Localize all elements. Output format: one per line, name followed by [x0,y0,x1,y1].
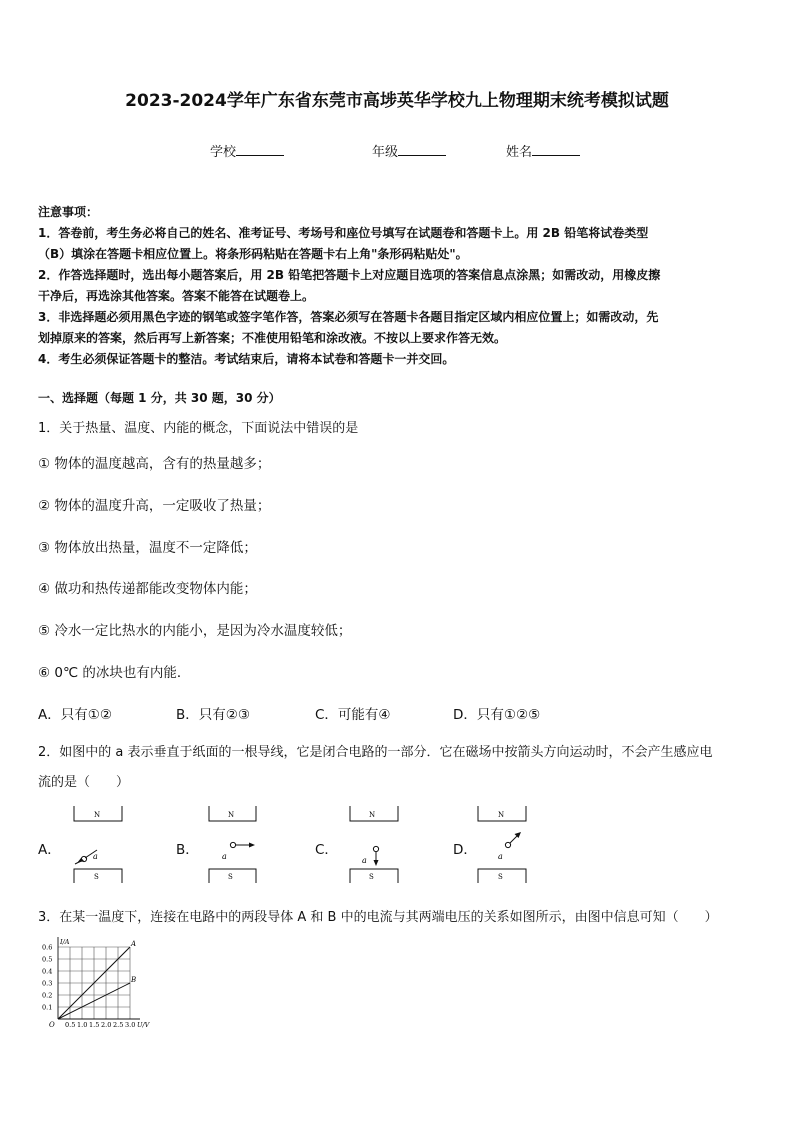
y-tick-label: 0.1 [42,1003,53,1012]
q1-option-c[interactable]: C．可能有④ [315,707,391,723]
section-heading: 一、选择题（每题 1 分，共 30 题，30 分） [38,391,281,405]
name-field [506,141,580,160]
q1-option-d[interactable]: D．只有①②⑤ [453,707,541,723]
wire-label: a [498,852,503,861]
q2-figure-b [200,803,270,885]
q2-option-d-label[interactable]: D． [453,842,477,858]
q1-statement: ④ 做功和热传递都能改变物体内能； [38,581,257,597]
x-axis-label: U/V [137,1021,150,1029]
y-tick-label: 0.6 [42,943,53,952]
q1-option-b[interactable]: B．只有②③ [176,707,250,723]
wire-dot [505,842,510,847]
q2-stem-line1: 2．如图中的 a 表示垂直于纸面的一根导线，它是闭合电路的一部分．它在磁场中按箭头方向运动时，不会产生感应电 [38,745,713,760]
q1-statement: ③ 物体放出热量，温度不一定降低； [38,540,257,556]
x-tick-label: 2.5 [113,1021,124,1029]
notice-heading: 注意事项： [38,205,99,219]
magnet-n-label: N [228,811,235,819]
q2-option-b-label[interactable]: B． [176,842,199,858]
q1-statement: ① 物体的温度越高，含有的热量越多； [38,456,271,472]
q2-figure-c [340,803,410,885]
exam-title: 2023-2024学年广东省东莞市高埗英华学校九上物理期末统考模拟试题 [125,91,669,111]
q2-option-c-label[interactable]: C． [315,842,338,858]
y-tick-label: 0.4 [42,967,53,976]
x-tick-label: 3.0 [125,1021,136,1029]
q2-stem-line2: 流的是（ ） [38,775,130,790]
wire-label: a [362,856,367,865]
q1-stem: 1．关于热量、温度、内能的概念，下面说法中错误的是 [38,421,359,436]
wire-label: a [93,852,98,861]
school-label: 学校 [210,145,237,160]
magnet-s-label: S [94,873,99,881]
grade-label: 年级 [372,145,399,160]
wire-dot [230,842,235,847]
q2-figure-a [62,803,132,885]
notice-line: 3．非选择题必须用黑色字迹的钢笔或签字笔作答，答案必须写在答题卡各题目指定区域内相应位置上；如需改动，先 [38,310,659,324]
y-tick-label: 0.2 [42,991,53,1000]
q3-stem: 3．在某一温度下，连接在电路中的两段导体 A 和 B 中的电流与其两端电压的关系如图所示，由图中信息可知（ ） [38,910,718,925]
q1-statement: ⑤ 冷水一定比热水的内能小，是因为冷水温度较低； [38,623,352,639]
series-label-a: A [131,940,137,948]
magnet-n-label: N [94,811,101,819]
y-tick-label: 0.5 [42,955,53,964]
q1-statement: ② 物体的温度升高，一定吸收了热量； [38,498,271,514]
notice-line: （B）填涂在答题卡相应位置上。将条形码粘贴在答题卡右上角"条形码粘贴处"。 [38,247,468,261]
notice-line: 1．答卷前，考生务必将自己的姓名、准考证号、考场号和座位号填写在试题卷和答题卡上。用 2B 铅笔将试卷类型 [38,226,649,240]
series-label-b: B [131,976,137,984]
grade-field [372,141,446,160]
origin-label: O [49,1021,55,1029]
q2-figure-d [470,803,540,885]
notice-line: 干净后，再选涂其他答案。答案不能答在试题卷上。 [38,289,315,303]
q1-statement: ⑥ 0℃ 的冰块也有内能． [38,665,191,681]
notice-line: 2．作答选择题时，选出每小题答案后，用 2B 铅笔把答题卡上对应题目选项的答案信息点涂黑；如需改动，用橡皮擦 [38,268,661,282]
notice-line: 划掉原来的答案，然后再写上新答案；不准使用铅笔和涂改液。不按以上要求作答无效。 [38,331,507,345]
arrow-icon [249,843,255,848]
x-tick-label: 2.0 [101,1021,112,1029]
wire-dot [373,846,378,851]
magnet-s-label: S [228,873,233,881]
magnet-s-label: S [498,873,503,881]
wire-label: a [222,852,227,861]
school-blank [236,143,284,156]
x-tick-label: 1.5 [89,1021,100,1029]
q2-option-a-label[interactable]: A． [38,842,61,858]
notice-line: 4．考生必须保证答题卡的整洁。考试结束后，请将本试卷和答题卡一并交回。 [38,352,455,366]
x-tick-label: 1.0 [77,1021,88,1029]
school-field [210,141,284,160]
x-tick-label: 0.5 [65,1021,76,1029]
arrow-icon [374,860,379,866]
grade-blank [398,143,446,156]
y-tick-label: 0.3 [42,979,53,988]
magnet-n-label: N [369,811,376,819]
q1-option-a[interactable]: A．只有①② [38,707,112,723]
magnet-s-label: S [369,873,374,881]
magnet-n-label: N [498,811,505,819]
y-axis-label: I/A [60,938,70,946]
name-label: 姓名 [506,145,533,160]
name-blank [532,143,580,156]
q3-iu-chart [34,932,152,1032]
magnet-s-block [350,869,398,883]
